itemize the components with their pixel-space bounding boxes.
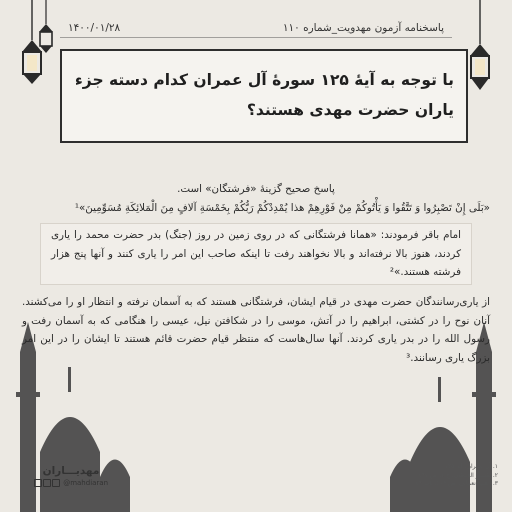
header-divider <box>60 37 452 38</box>
header-title: پاسخنامه آزمون مهدویت_شماره ۱۱۰ <box>282 22 444 34</box>
footnote-item: ۱. آل عمران، آیه ۱۲۵ <box>444 463 498 470</box>
hadith-block <box>40 223 472 285</box>
social-handle <box>26 479 116 487</box>
hadith-text: امام باقر فرمودند: «همانا فرشتگانی که در روی زمین در روز (جنگ) بدر حضرت محمد را یاری کردند، هنوز بالا نرفته‌اند و بالا نخواهند رفت تا اینکه صاحب این امر را یاری کنند و آنها پنج هزار فرشته هستند.»² <box>51 229 461 279</box>
footnote-item: ۲. تفسیر العیاشی، ج ۱، ص ۱۹۷ <box>418 471 498 479</box>
answer-body <box>22 180 490 367</box>
telegram-icon <box>43 479 51 487</box>
correct-answer: پاسخ صحیح گزینهٔ «فرشتگان» است. <box>177 183 335 195</box>
brand-handle-text: @mahdiaran <box>63 479 109 487</box>
instagram-icon <box>34 479 42 487</box>
quran-verse: «بَلَی إِنْ تَصْبِرُوا وَ تَتَّقُوا وَ یَأْتُوکُمْ مِنْ فَوْرِهِمْ هذا یُمْدِدْکُمْ رَبُّکُمْ بِخَمْسَةِ آلافٍ مِنَ الْمَلائِکَةِ مُسَوِّمِینَ»¹ <box>74 201 490 214</box>
brand-name: مهدیـــاران <box>42 465 100 477</box>
footnote-item: ۳. الغیبة نعمانی، ص ۳۰۹، باب ۱۹ <box>415 480 498 487</box>
web-icon <box>52 479 60 487</box>
explanation-text: از یاری‌رسانندگان حضرت مهدی در قیام ایشان، فرشتگانی هستند که به آسمان نرفته و انتظار او را می‌کشند. آنان نوح را در کشتی، ابراهیم را در آتش، موسی را در شکافتن نیل، عیسی را هنگامی که به آسمان رفت و رسول الله را در بدر یاری کردند. آنها سال‌هاست که منتظر قیام حضرت قائم هستند تا ایشان را در این امر بزرگ یاری رسانند.³ <box>22 295 490 364</box>
question-text: با توجه به آیهٔ ۱۲۵ سورهٔ آل عمران کدام دسته جزء یاران حضرت مهدی هستند؟ <box>74 71 454 119</box>
question-box <box>60 49 468 143</box>
header-date: ۱۴۰۰/۰۱/۲۸ <box>68 22 121 34</box>
brand-logo <box>26 465 116 487</box>
footnotes <box>318 463 498 489</box>
